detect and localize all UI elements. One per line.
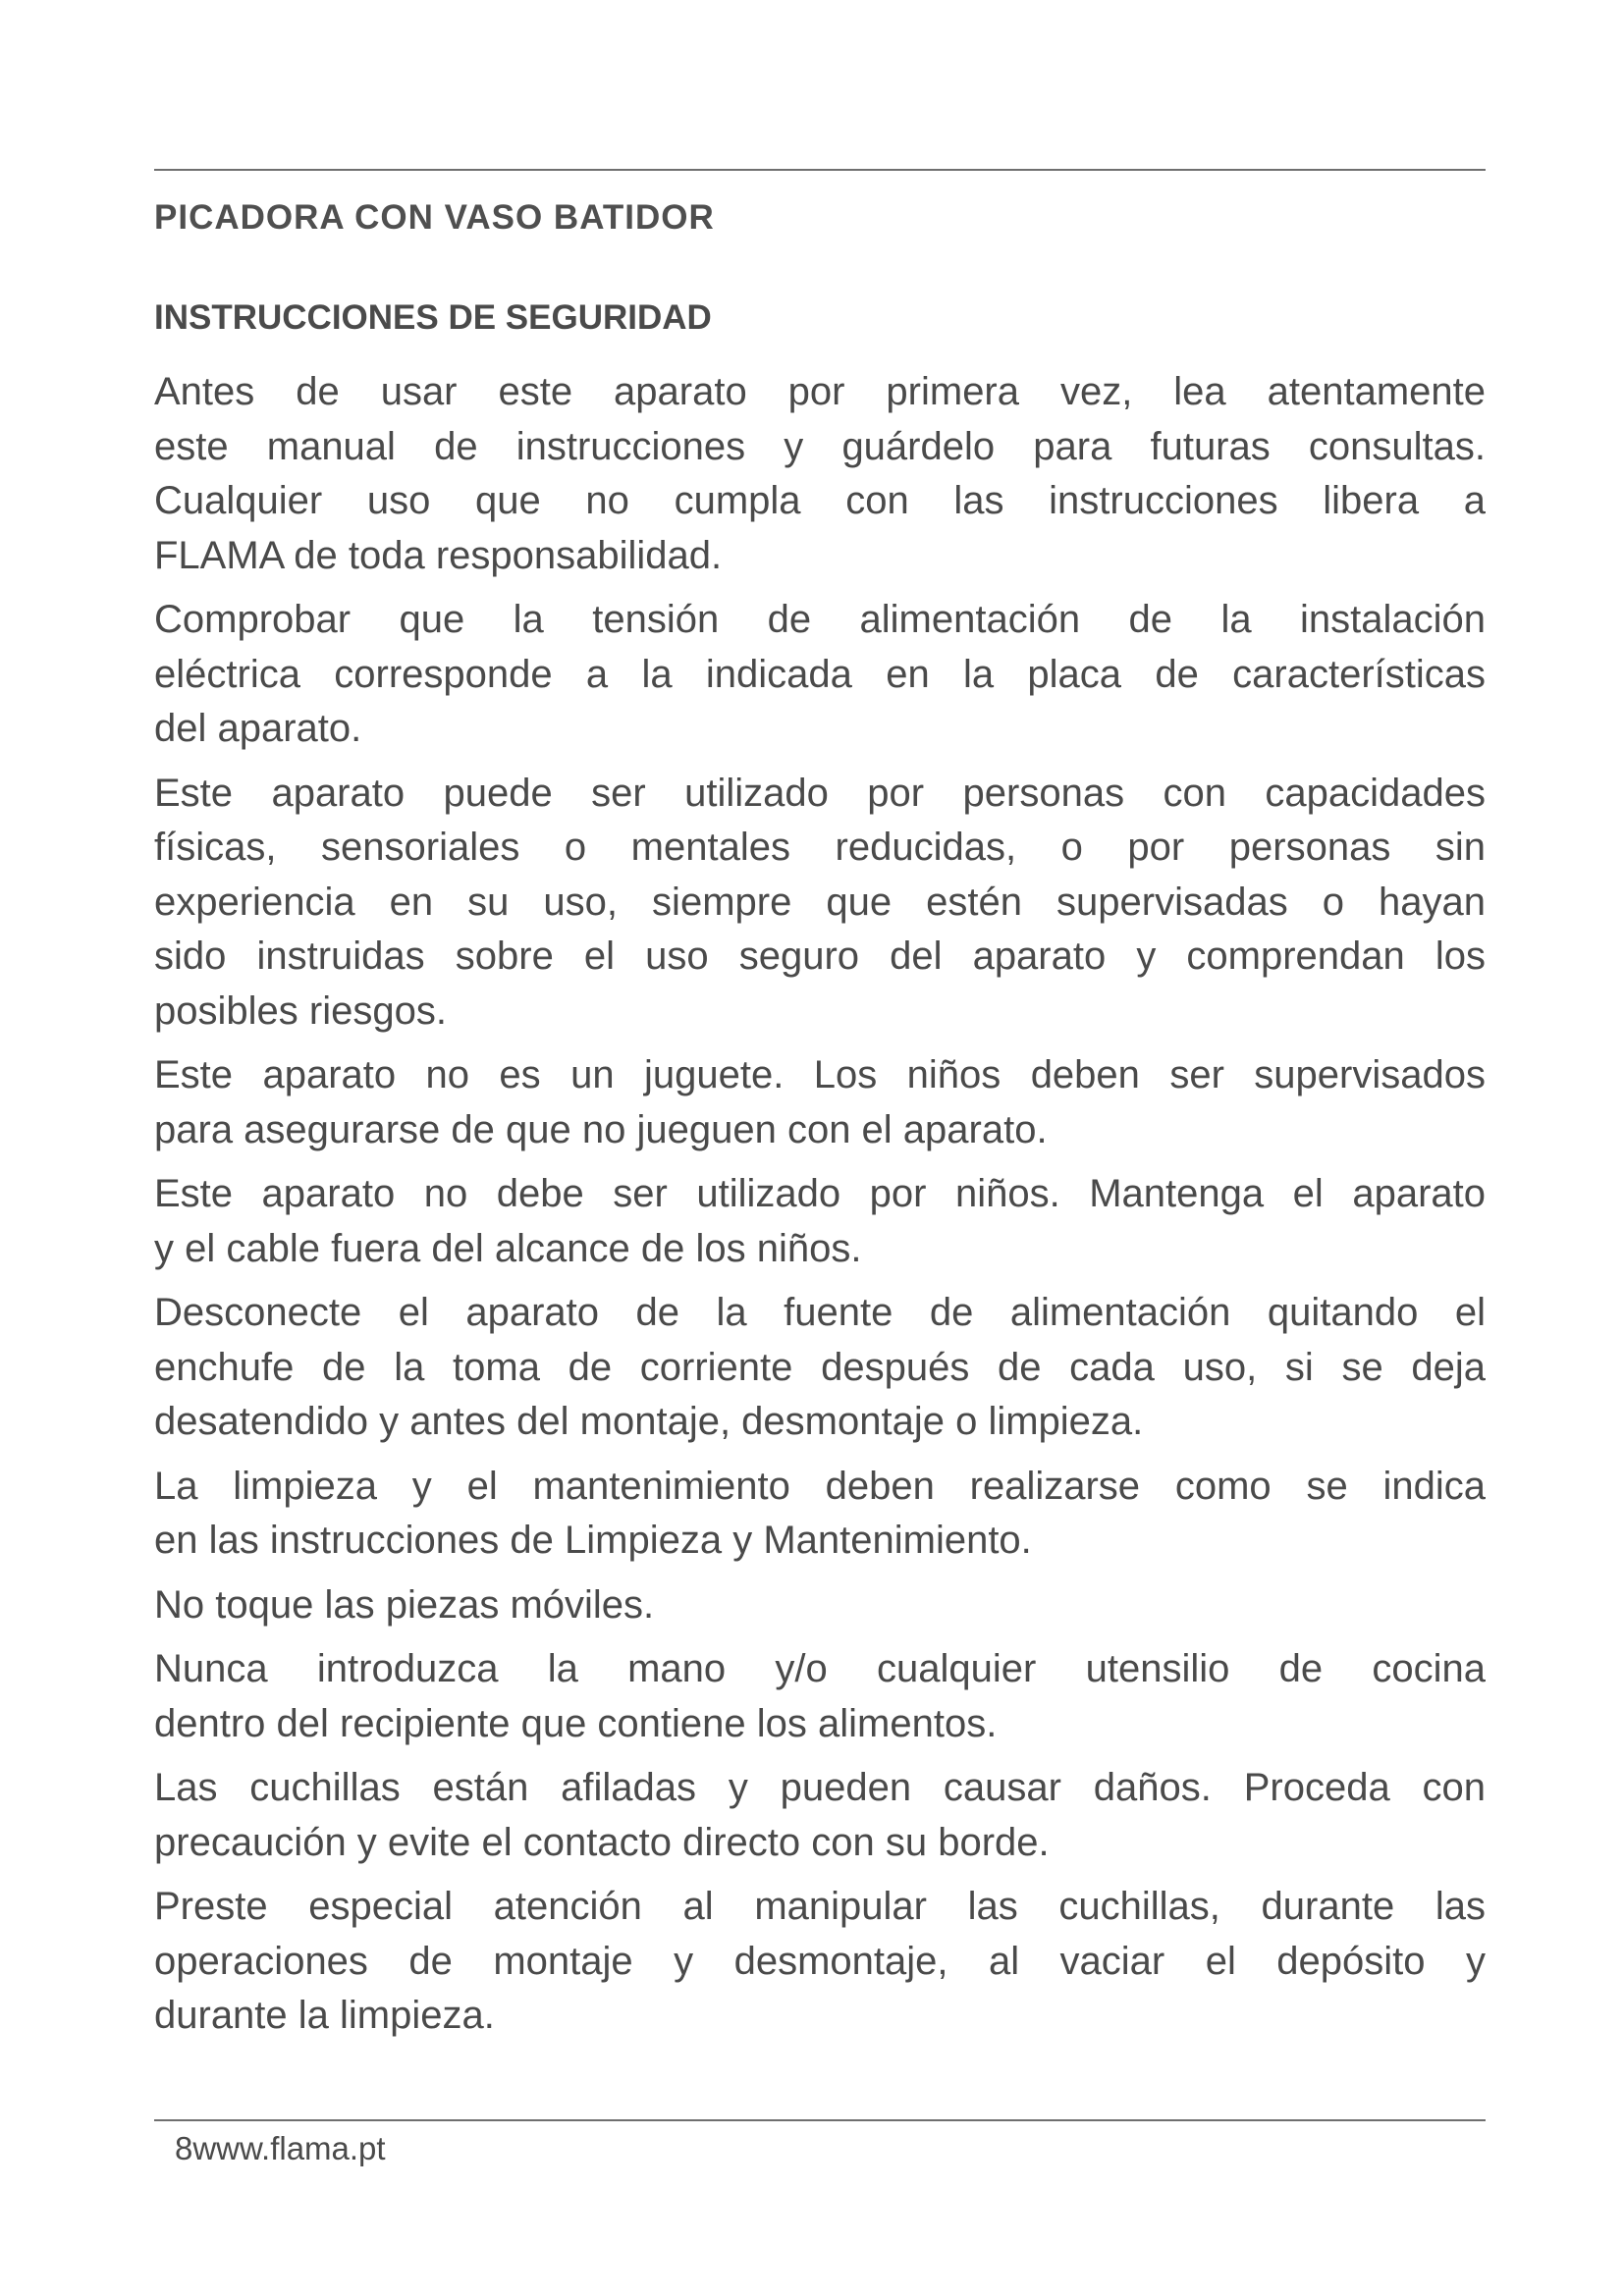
paragraph-line: Nunca introduzca la mano y/o cualquier utensilio de cocina [154,1647,1486,1690]
product-title: PICADORA CON VASO BATIDOR [154,198,715,237]
paragraph-line: No toque las piezas móviles. [154,1582,655,1627]
instruction-paragraph [154,1167,1486,1276]
instruction-paragraph [154,1761,1486,1870]
footer-page-url: 8www.flama.pt [175,2130,386,2166]
paragraph-line: Antes de usar este aparato por primera vez, lea atentamente [154,370,1486,413]
paragraph-line: Comprobar que la tensión de alimentación de la instalación [154,598,1486,641]
paragraph-line: en las instrucciones de Limpieza y Mantenimiento. [154,1519,1032,1562]
safety-instructions-body [154,365,1486,2054]
header-divider [154,169,1486,171]
paragraph-line: para asegurarse de que no jueguen con el aparato. [154,1107,1048,1151]
paragraph-line: FLAMA de toda responsabilidad. [154,533,723,577]
paragraph-line: precaución y evite el contacto directo con su borde. [154,1820,1050,1864]
paragraph-line: Las cuchillas están afiladas y pueden causar daños. Proceda con [154,1766,1486,1809]
instruction-paragraph [154,1642,1486,1751]
paragraph-line: Preste especial atención al manipular las cuchillas, durante las [154,1885,1486,1928]
paragraph-line: Cualquier uso que no cumpla con las instrucciones libera a [154,479,1486,522]
paragraph-line: dentro del recipiente que contiene los alimentos. [154,1701,998,1745]
paragraph-line: y el cable fuera del alcance de los niños. [154,1226,862,1270]
paragraph-line: experiencia en su uso, siempre que estén supervisadas o hayan [154,880,1486,924]
paragraph-line: Desconecte el aparato de la fuente de alimentación quitando el [154,1291,1486,1334]
paragraph-line: operaciones de montaje y desmontaje, al vaciar el depósito y [154,1939,1486,1983]
footer-divider [154,2119,1486,2121]
instruction-paragraph [154,593,1486,757]
paragraph-line: Este aparato no debe ser utilizado por niños. Mantenga el aparato [154,1172,1486,1215]
instruction-paragraph [154,365,1486,583]
paragraph-line: desatendido y antes del montaje, desmontaje o limpieza. [154,1400,1144,1443]
instruction-paragraph [154,1286,1486,1450]
paragraph-line: eléctrica corresponde a la indicada en la placa de características [154,652,1486,696]
instruction-paragraph [154,1048,1486,1157]
instruction-paragraph [154,1460,1486,1569]
paragraph-line: este manual de instrucciones y guárdelo para futuras consultas. [154,424,1486,468]
paragraph-line: sido instruidas sobre el uso seguro del aparato y comprendan los [154,934,1486,978]
paragraph-line: Este aparato no es un juguete. Los niños deben ser supervisados [154,1053,1486,1096]
paragraph-line: Este aparato puede ser utilizado por personas con capacidades [154,771,1486,815]
instruction-paragraph [154,1578,1486,1633]
paragraph-line: La limpieza y el mantenimiento deben realizarse como se indica [154,1464,1486,1508]
paragraph-line: durante la limpieza. [154,1994,495,2037]
section-title: INSTRUCCIONES DE SEGURIDAD [154,298,712,337]
instruction-paragraph [154,1880,1486,2044]
instruction-paragraph [154,767,1486,1040]
paragraph-line: físicas, sensoriales o mentales reducidas, o por personas sin [154,826,1486,869]
paragraph-line: del aparato. [154,707,362,750]
paragraph-line: enchufe de la toma de corriente después de cada uso, si se deja [154,1345,1486,1389]
paragraph-line: posibles riesgos. [154,988,447,1033]
